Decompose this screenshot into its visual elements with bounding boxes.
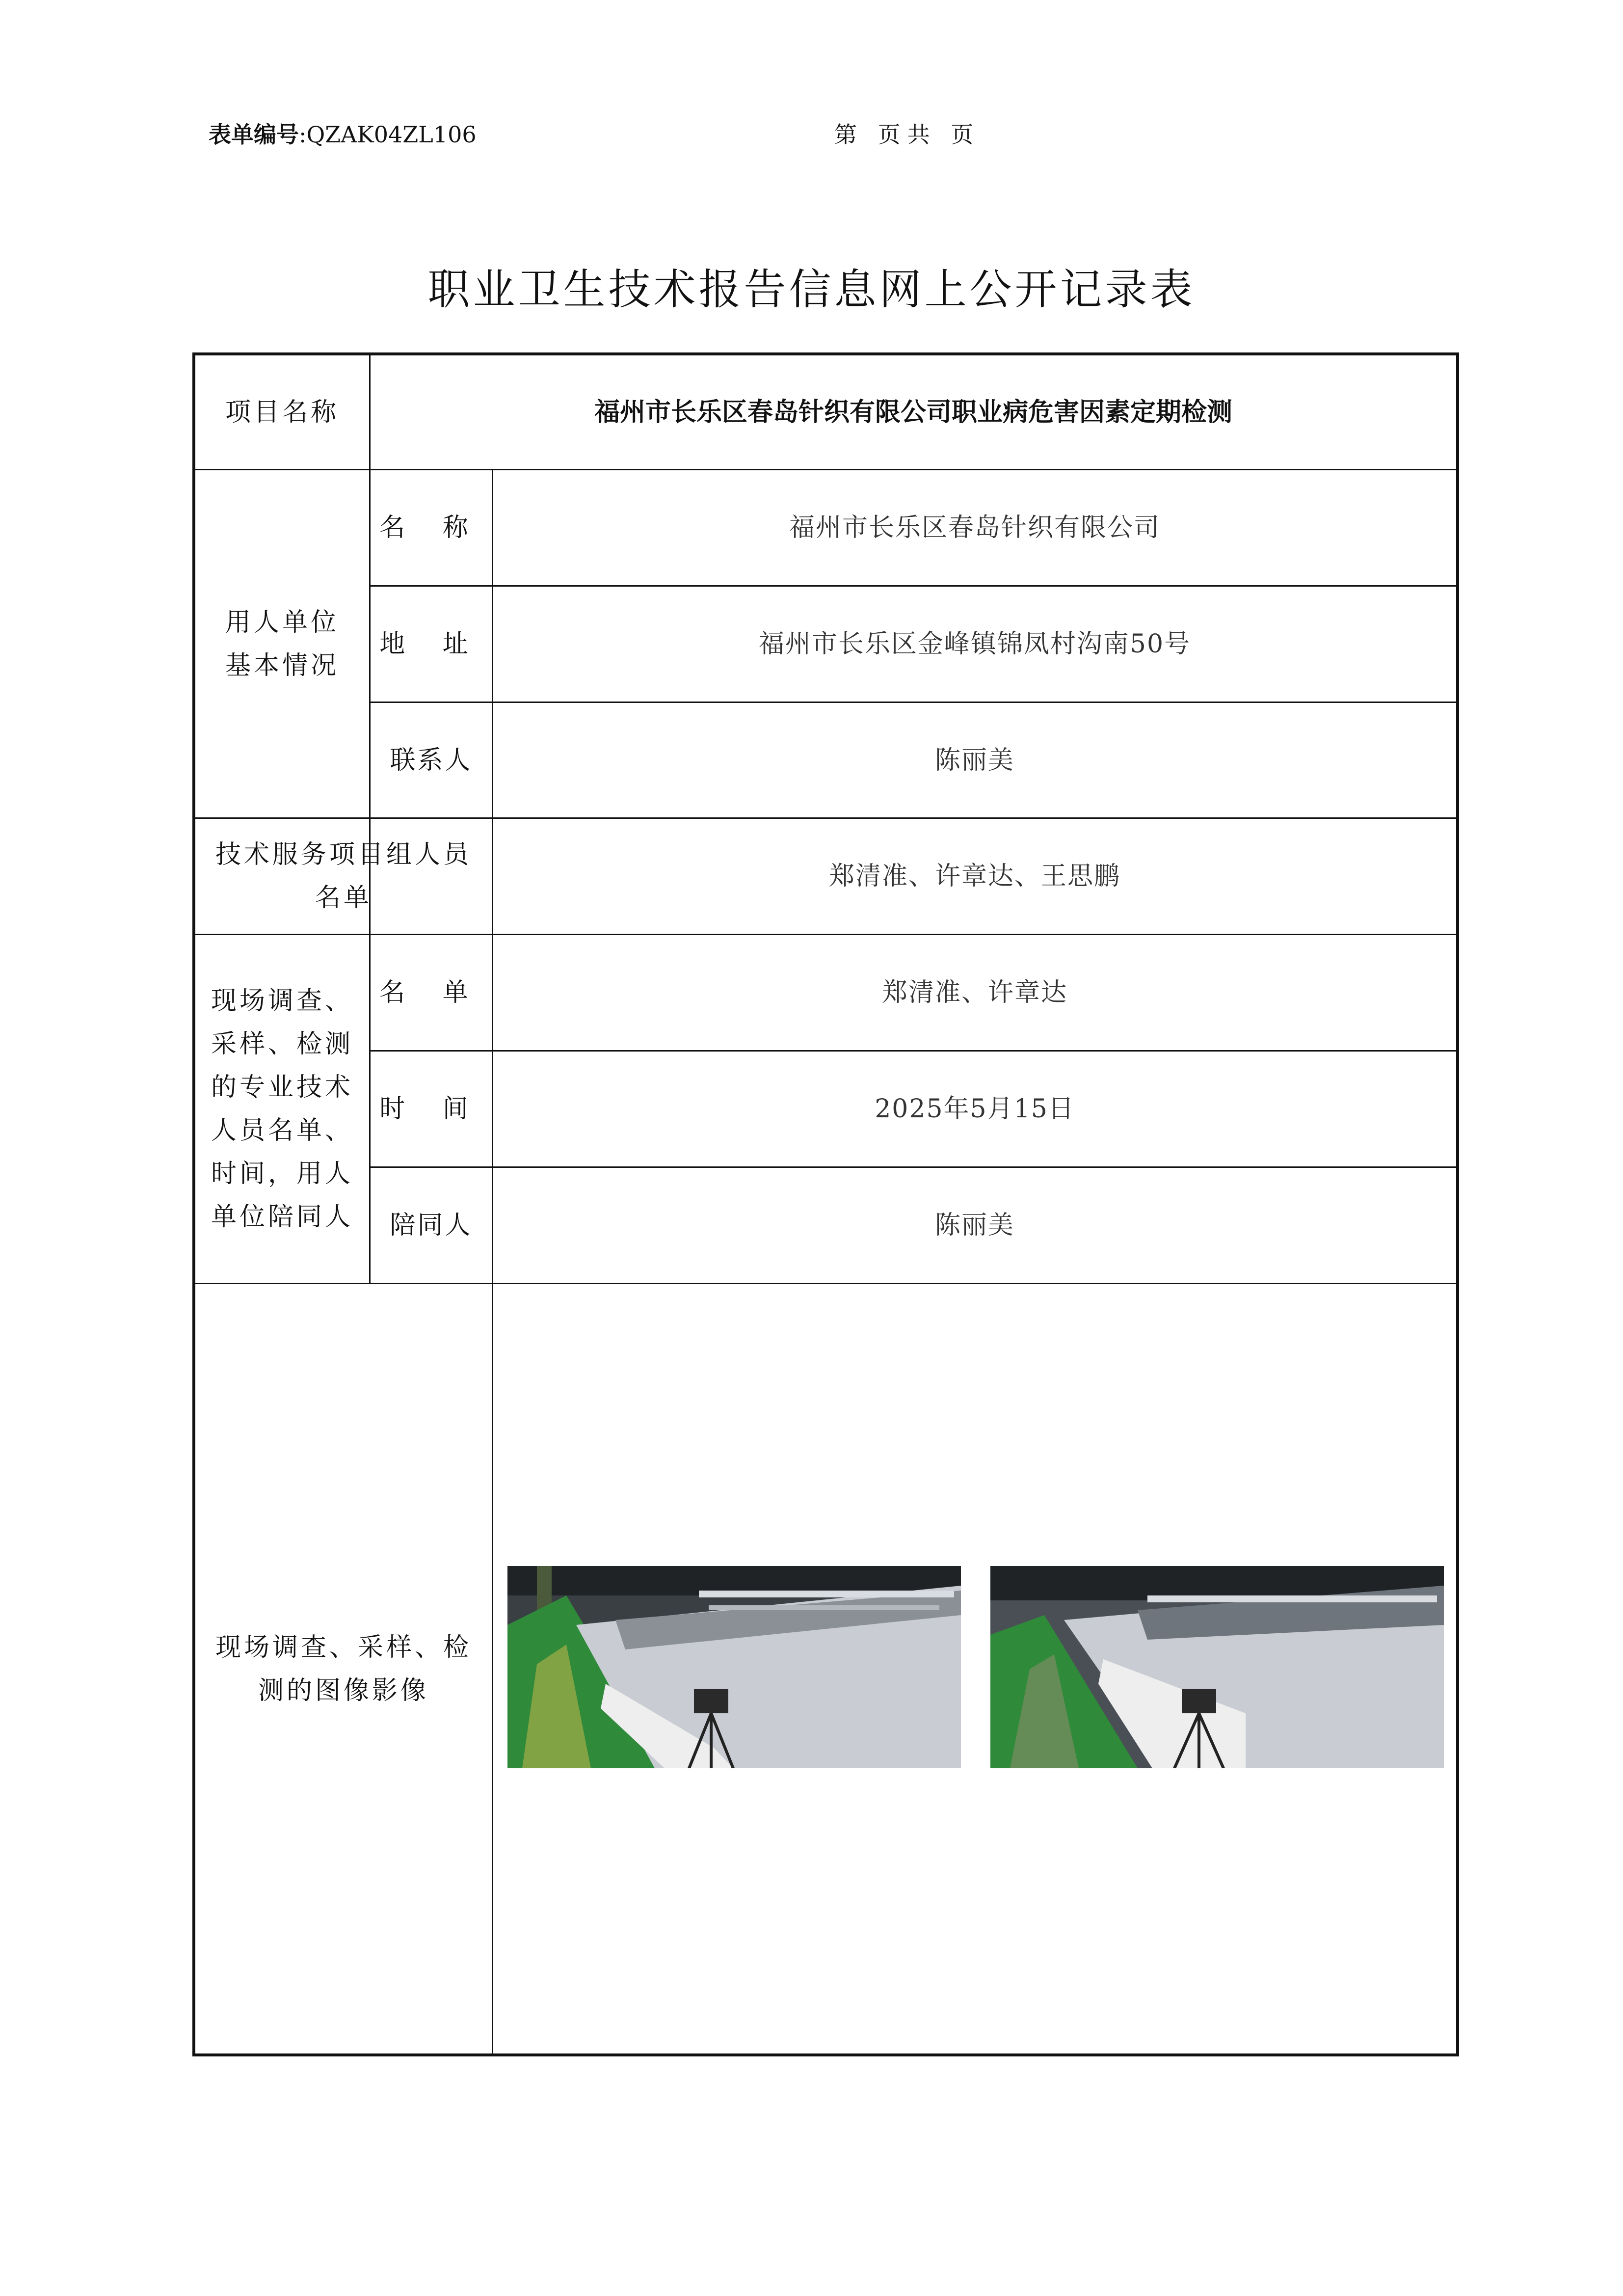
site-photo-2 (990, 1566, 1444, 1768)
contact-value: 陈丽美 (934, 745, 1014, 775)
list-label: 名 单 (379, 978, 483, 1007)
images-label (195, 1284, 492, 2053)
employer-info-label (195, 470, 369, 817)
contact-label: 联系人 (390, 745, 473, 775)
list-value: 郑清准、许章达 (881, 978, 1067, 1007)
team-label-line: 技术服务项目组人员 (215, 840, 472, 869)
companion-value: 陈丽美 (934, 1211, 1014, 1240)
images-label-line: 测的图像影像 (258, 1675, 429, 1705)
site-photo-1 (507, 1566, 961, 1768)
time-value: 2025年5月15日 (875, 1094, 1075, 1124)
project-name-label: 项目名称 (225, 397, 339, 427)
form-number (209, 117, 477, 149)
name-value: 福州市长乐区春岛针织有限公司 (789, 513, 1160, 542)
name-label: 名 称 (379, 513, 483, 542)
project-name-value: 福州市长乐区春岛针织有限公司职业病危害因素定期检测 (594, 397, 1232, 427)
field-staff-line: 人员名单、 (211, 1116, 353, 1145)
field-staff-label (195, 935, 369, 1283)
field-staff-line: 采样、检测 (211, 1029, 353, 1059)
form-number-value: :QZAK04ZL106 (299, 121, 477, 148)
field-staff-line: 时间，用人 (211, 1159, 353, 1189)
field-staff-line: 现场调查、 (211, 986, 353, 1016)
document-title: 职业卫生技术报告信息网上公开记录表 (427, 265, 1196, 314)
team-value: 郑清准、许章达、王思鹏 (828, 862, 1120, 891)
form-number-label: 表单编号 (209, 121, 299, 148)
page-info: 第 页共 页 (834, 121, 981, 148)
field-staff-line: 单位陪同人 (211, 1202, 353, 1232)
site-photo-1-image (507, 1566, 961, 1768)
site-photo-2-image (990, 1566, 1444, 1768)
address-value: 福州市长乐区金峰镇锦凤村沟南50号 (758, 629, 1191, 659)
companion-label: 陪同人 (390, 1211, 473, 1240)
field-staff-line: 的专业技术 (211, 1073, 353, 1102)
address-label: 地 址 (379, 629, 483, 659)
employer-info-line: 基本情况 (225, 650, 339, 680)
team-label-line: 名单 (315, 883, 372, 913)
team-label (195, 819, 492, 934)
employer-info-line: 用人单位 (225, 607, 339, 637)
time-label: 时 间 (379, 1094, 483, 1124)
images-label-line: 现场调查、采样、检 (215, 1632, 472, 1662)
